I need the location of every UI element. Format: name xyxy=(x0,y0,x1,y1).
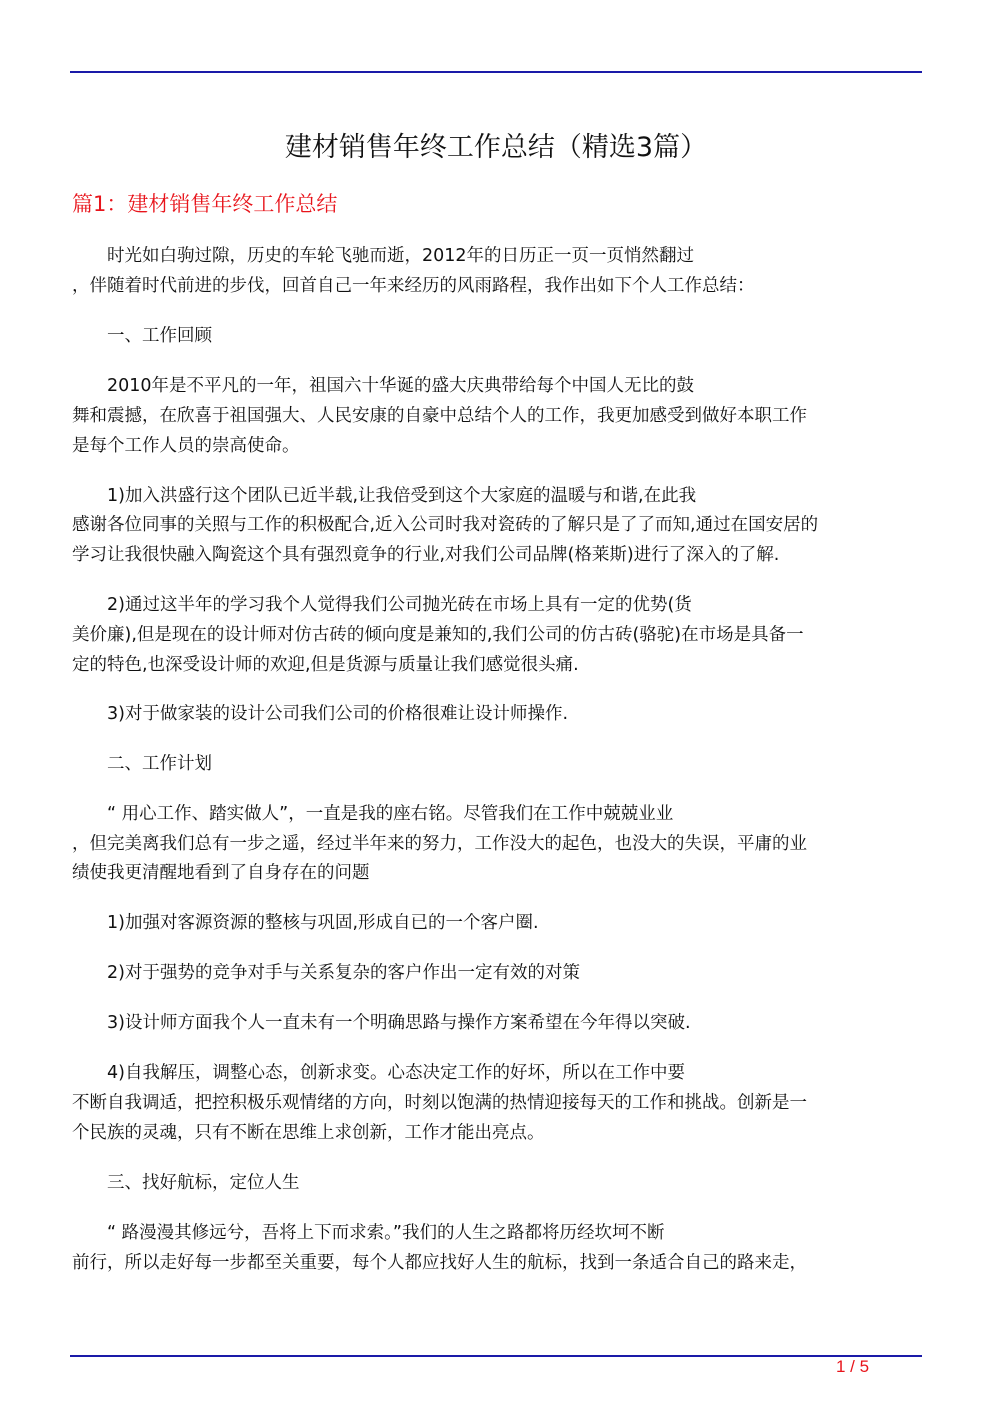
text-line: “ 路漫漫其修远兮，吾将上下而求索。”我们的人生之路都将历经坎坷不断 xyxy=(107,1223,665,1243)
text-line: 是每个工作人员的崇高使命。 xyxy=(72,436,300,456)
text-line: 3)设计师方面我个人一直未有一个明确思路与操作方案希望在今年得以突破. xyxy=(107,1013,691,1033)
text-line: 绩使我更清醒地看到了自身存在的问题 xyxy=(72,863,370,883)
text-line: 1)加入洪盛行这个团队已近半载,让我倍受到这个大家庭的温暖与和谐,在此我 xyxy=(107,486,697,506)
text-line: 学习让我很快融入陶瓷这个具有强烈竟争的行业,对我们公司品牌(格莱斯)进行了深入的了解. xyxy=(72,545,780,565)
footer-rule xyxy=(70,1355,922,1357)
text-line: ，伴随着时代前进的步伐，回首自己一年来经历的风雨路程，我作出如下个人工作总结： xyxy=(72,276,755,296)
subheading: 三、找好航标，定位人生 xyxy=(107,1173,300,1193)
text-line: 感谢各位同事的关照与工作的积极配合,近入公司时我对瓷砖的了解只是了了而知,通过在国安居的 xyxy=(72,515,819,535)
text-line: 4)自我解压，调整心态，创新求变。心态决定工作的好坏，所以在工作中要 xyxy=(107,1063,685,1083)
section-heading: 篇1：建材销售年终工作总结 xyxy=(72,192,338,216)
text-line: 舞和震撼，在欣喜于祖国强大、人民安康的自豪中总结个人的工作，我更加感受到做好本职工作 xyxy=(72,406,807,426)
document-title: 建材销售年终工作总结（精选3篇） xyxy=(284,132,708,163)
text-line: 3)对于做家装的设计公司我们公司的价格很难让设计师操作. xyxy=(107,704,569,724)
text-line: 1)加强对客源资源的整核与巩固,形成自已的一个客户圈. xyxy=(107,913,539,933)
text-line: ，但完美离我们总有一步之遥，经过半年来的努力，工作没大的起色，也没大的失误，平庸的业 xyxy=(72,834,807,854)
subheading: 一、工作回顾 xyxy=(107,326,212,346)
page-number: 1 / 5 xyxy=(836,1357,870,1376)
text-line: 个民族的灵魂，只有不断在思维上求创新，工作才能出亮点。 xyxy=(72,1123,545,1143)
text-line: 前行，所以走好每一步都至关重要，每个人都应找好人生的航标，找到一条适合自己的路来走， xyxy=(72,1253,807,1273)
text-line: 2010年是不平凡的一年，祖国六十华诞的盛大庆典带给每个中国人无比的鼓 xyxy=(107,376,695,396)
text-line: “ 用心工作、踏实做人”，一直是我的座右铭。尽管我们在工作中兢兢业业 xyxy=(107,804,674,824)
subheading: 二、工作计划 xyxy=(107,754,212,774)
text-line: 2)通过这半年的学习我个人觉得我们公司抛光砖在市场上具有一定的优势(货 xyxy=(107,595,692,615)
text-line: 定的特色,也深受设计师的欢迎,但是货源与质量让我们感觉很头痛. xyxy=(72,655,579,675)
text-line: 美价廉),但是现在的设计师对仿古砖的倾向度是兼知的,我们公司的仿古砖(骆驼)在市场是具备一 xyxy=(72,625,804,645)
header-rule xyxy=(70,71,922,73)
text-line: 2)对于强势的竞争对手与关系复杂的客户作出一定有效的对策 xyxy=(107,963,580,983)
text-line: 不断自我调适，把控积极乐观情绪的方向，时刻以饱满的热情迎接每天的工作和挑战。创新是一 xyxy=(72,1093,807,1113)
text-line: 时光如白驹过隙，历史的车轮飞驰而逝，2012年的日历正一页一页悄然翻过 xyxy=(107,246,695,266)
